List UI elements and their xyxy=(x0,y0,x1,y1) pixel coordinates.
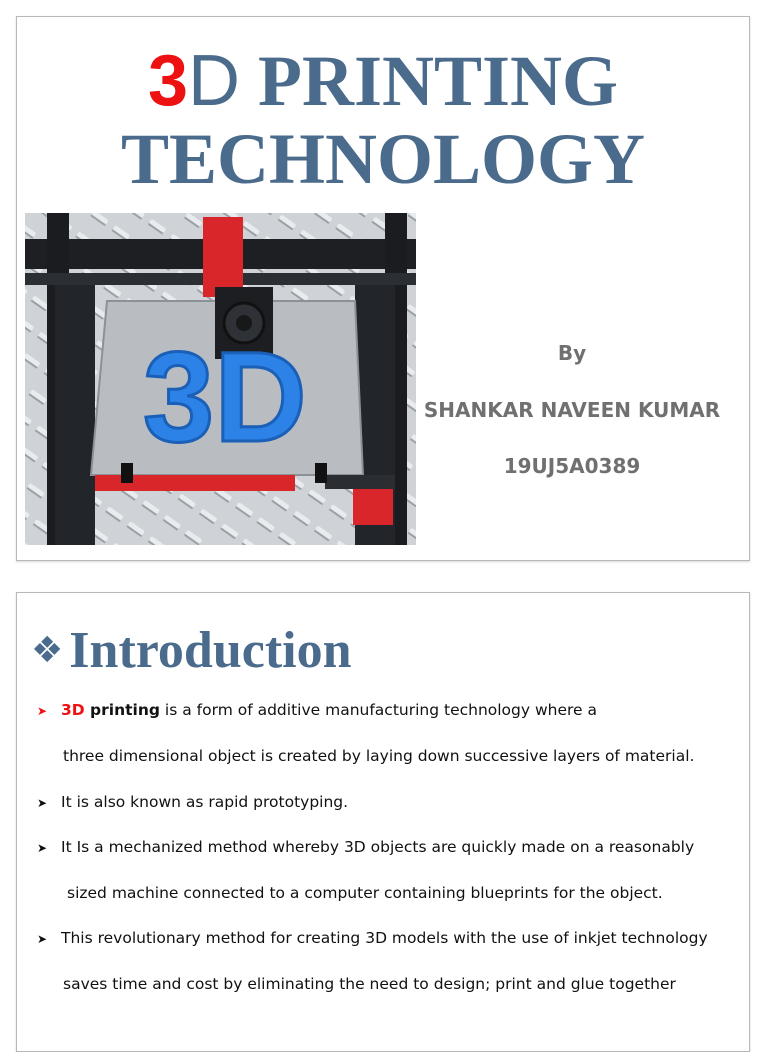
bullet-3 xyxy=(37,838,694,856)
bullet-4-text: This revolutionary method for creating 3D models with the use of inkjet technology xyxy=(61,929,708,947)
bullet-1-bold: printing xyxy=(84,701,160,719)
bullet-1-red: 3D xyxy=(61,701,85,719)
arrow-bullet-icon: ➤ xyxy=(37,932,48,946)
title-accent-3: 3 xyxy=(147,41,188,121)
intro-heading xyxy=(31,621,352,681)
introduction-slide xyxy=(16,592,750,1052)
bullet-4 xyxy=(37,929,708,947)
printer-photo xyxy=(25,213,416,545)
arrow-bullet-icon: ➤ xyxy=(37,704,48,718)
intro-heading-text: Introduction xyxy=(69,622,352,679)
title-d: D xyxy=(188,41,240,121)
bullet-1 xyxy=(37,701,597,719)
diamond-bullet-icon: ❖ xyxy=(31,630,64,671)
bullet-4-continuation: saves time and cost by eliminating the need to design; print and glue together xyxy=(63,975,676,993)
arrow-bullet-icon: ➤ xyxy=(37,841,48,855)
title-printing: PRINTING xyxy=(240,41,619,121)
bullet-1-text: is a form of additive manufacturing technology where a xyxy=(160,701,598,719)
printed-3d-object: 3D xyxy=(143,326,307,469)
bullet-1-continuation: three dimensional object is created by laying down successive layers of material. xyxy=(63,747,695,765)
bullet-3-text: It Is a mechanized method whereby 3D objects are quickly made on a reasonably xyxy=(61,838,695,856)
author-name: SHANKAR NAVEEN KUMAR xyxy=(423,398,721,422)
author-id: 19UJ5A0389 xyxy=(503,454,641,478)
title-slide xyxy=(16,16,750,561)
bullet-3-continuation: sized machine connected to a computer containing blueprints for the object. xyxy=(67,884,663,902)
bullet-2-text: It is also known as rapid prototyping. xyxy=(61,793,349,811)
bullet-2 xyxy=(37,793,348,811)
arrow-bullet-icon: ➤ xyxy=(37,796,48,810)
byline-label: By xyxy=(557,341,587,365)
title-technology: TECHNOLOGY xyxy=(120,119,646,199)
